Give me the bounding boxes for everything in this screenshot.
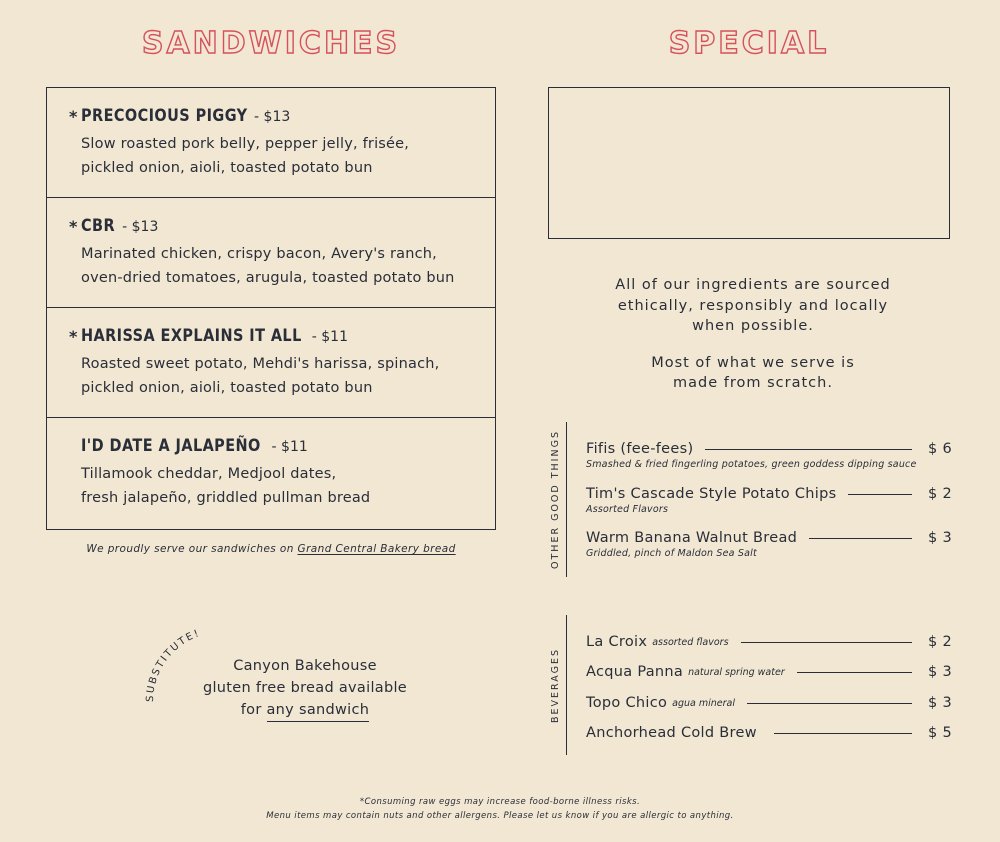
other-good-things-label: OTHER GOOD THINGS: [549, 430, 561, 569]
raw-egg-asterisk: *: [69, 217, 78, 236]
sandwich-item: [47, 88, 495, 198]
menu-item: Fifis (fee-fees) $ 6 Smashed & fried fingerling potatoes, green goddess dipping sauce: [586, 441, 952, 470]
beverage-item: La Croix assorted flavors $ 2: [586, 634, 952, 650]
section-divider: [566, 422, 567, 577]
section-divider: [566, 615, 567, 755]
gluten-free-note: Canyon Bakehouse gluten free bread available for any sandwich: [160, 655, 450, 721]
sourcing-statement: All of our ingredients are sourced ethically, responsibly and locally when possible. Most of what we serve is made from scratch.: [615, 277, 891, 391]
sandwich-name: PRECOCIOUS PIGGY: [81, 106, 248, 126]
sandwich-name: I'D DATE A JALAPEÑO: [81, 436, 261, 456]
sandwich-name: HARISSA EXPLAINS IT ALL: [81, 326, 302, 346]
sandwich-name: CBR: [81, 216, 116, 236]
allergen-footer: *Consuming raw eggs may increase food-borne illness risks. Menu items may contain nuts and other allergens. Please let us know if you are allergic to anything.: [266, 797, 734, 821]
bread-note: We proudly serve our sandwiches on Grand Central Bakery bread: [86, 543, 456, 555]
sandwich-description: Marinated chicken, crispy bacon, Avery's ranch, oven-dried tomatoes, arugula, toasted potato bun: [81, 246, 455, 286]
sandwich-price: - $11: [311, 329, 348, 345]
sandwich-price: - $13: [122, 219, 159, 235]
special-box: [548, 87, 950, 239]
any-sandwich-underlined: any sandwich: [267, 702, 370, 722]
menu-item: Tim's Cascade Style Potato Chips $ 2 Assorted Flavors: [586, 486, 952, 515]
bakery-link[interactable]: Grand Central Bakery bread: [297, 543, 456, 555]
svg-text:SUBSTITUTE!: SUBSTITUTE!: [144, 627, 203, 703]
raw-egg-asterisk: *: [69, 107, 78, 126]
beverage-item: Acqua Panna natural spring water $ 3: [586, 664, 952, 680]
raw-egg-asterisk: *: [69, 327, 78, 346]
sandwich-item: [47, 418, 495, 529]
sandwich-price: - $13: [254, 109, 291, 125]
sandwich-item: [47, 308, 495, 418]
sandwich-list: [46, 87, 496, 530]
menu-item: Warm Banana Walnut Bread $ 3 Griddled, pinch of Maldon Sea Salt: [586, 530, 952, 559]
sandwich-description: Tillamook cheddar, Medjool dates, fresh jalapeño, griddled pullman bread: [81, 466, 371, 506]
sandwich-description: Slow roasted pork belly, pepper jelly, frisée, pickled onion, aioli, toasted potato bun: [81, 136, 410, 176]
sandwiches-heading: SANDWICHES: [141, 26, 401, 61]
beverages-label: BEVERAGES: [549, 647, 561, 723]
sandwich-item: [47, 198, 495, 308]
beverage-item: Topo Chico agua mineral $ 3: [586, 695, 952, 711]
beverage-item: Anchorhead Cold Brew $ 5: [586, 725, 952, 741]
special-heading: SPECIAL: [668, 26, 830, 61]
sandwich-price: - $11: [271, 439, 308, 455]
sandwich-description: Roasted sweet potato, Mehdi's harissa, spinach, pickled onion, aioli, toasted potato bun: [81, 356, 440, 396]
